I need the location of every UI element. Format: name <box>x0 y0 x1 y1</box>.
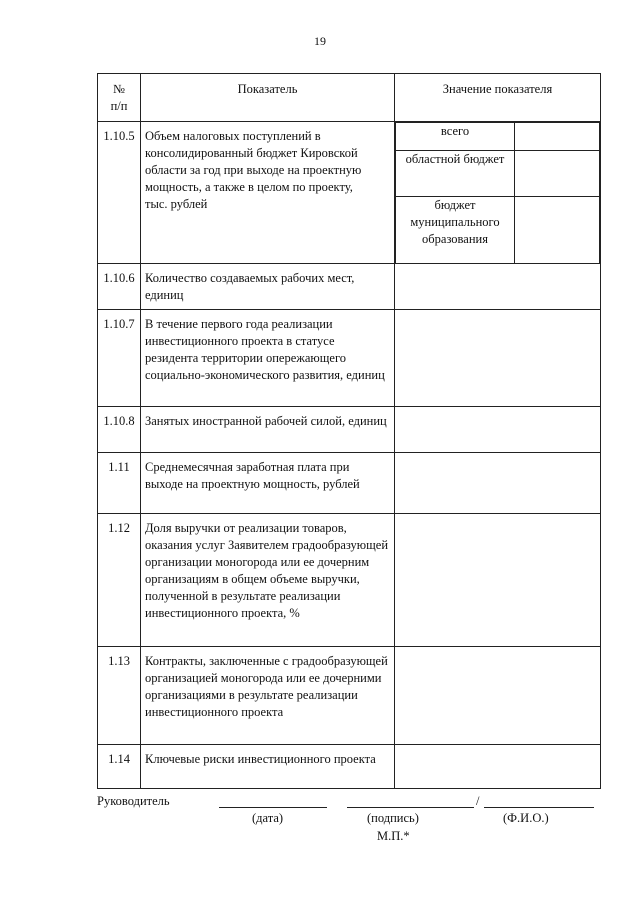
row-value <box>395 452 601 513</box>
row-number: 1.10.6 <box>98 263 141 309</box>
fio-label: (Ф.И.О.) <box>503 811 549 825</box>
header-indicator: Показатель <box>141 74 395 122</box>
row-value <box>395 646 601 744</box>
table-row <box>98 406 601 452</box>
date-label: (дата) <box>252 811 284 825</box>
row-number: 1.11 <box>98 452 141 513</box>
sub-label-total: всего <box>396 123 515 151</box>
row-indicator: Среднемесячная заработная плата при выходе на проектную мощность, рублей <box>141 452 395 513</box>
row-indicator: Объем налоговых поступлений в консолидированный бюджет Кировской области за год при выходе на проектную мощность, а также в целом по проекту, тыс. рублей <box>141 122 395 264</box>
header-number: № п/п <box>98 74 141 122</box>
header-value: Значение показателя <box>395 74 601 122</box>
row-number: 1.10.5 <box>98 122 141 264</box>
row-number: 1.14 <box>98 744 141 788</box>
table-row <box>98 263 601 309</box>
row-indicator: Доля выручки от реализации товаров, оказания услуг Заявителем градообразующей организации моногорода или ее дочерним организациям в общем объеме выручки, полученной в результате реализации инвестиционного проекта, % <box>141 513 395 646</box>
row-indicator: Контракты, заключенные с градообразующей организацией моногорода или ее дочерними организациями в результате реализации инвестиционного проекта <box>141 646 395 744</box>
table-row <box>98 513 601 646</box>
row-value <box>395 744 601 788</box>
tax-breakdown-subtable <box>395 122 600 263</box>
table-row <box>98 309 601 406</box>
row-number: 1.13 <box>98 646 141 744</box>
row-indicator: Ключевые риски инвестиционного проекта <box>141 744 395 788</box>
row-value <box>395 406 601 452</box>
table-row <box>98 646 601 744</box>
indicators-table <box>97 73 601 789</box>
row-indicator: В течение первого года реализации инвестиционного проекта в статусе резидента территории опережающего социально-экономического развития, единиц <box>141 309 395 406</box>
row-number: 1.10.7 <box>98 309 141 406</box>
signature-label: (подпись) <box>367 811 419 825</box>
row-number: 1.10.8 <box>98 406 141 452</box>
row-indicator: Количество создаваемых рабочих мест, единиц <box>141 263 395 309</box>
date-line <box>219 807 327 808</box>
row-number: 1.12 <box>98 513 141 646</box>
row-value <box>395 513 601 646</box>
table-row <box>98 452 601 513</box>
table-row <box>98 122 601 264</box>
signature-line <box>347 807 474 808</box>
fio-line <box>484 807 594 808</box>
table-row <box>98 744 601 788</box>
row-value <box>395 263 601 309</box>
head-label: Руководитель <box>97 794 170 808</box>
page-number: 19 <box>314 34 326 48</box>
table-header-row <box>98 74 601 122</box>
row-value <box>395 122 601 264</box>
row-indicator: Занятых иностранной рабочей силой, единиц <box>141 406 395 452</box>
signature-block <box>97 792 601 852</box>
row-value <box>395 309 601 406</box>
stamp-label: М.П.* <box>377 829 410 843</box>
sub-label-municipal: бюджет муниципального образования <box>396 197 515 263</box>
sub-label-regional: областной бюджет <box>396 151 515 197</box>
sub-value-cell <box>515 123 600 151</box>
sub-value-cell <box>515 197 600 263</box>
slash-separator: / <box>476 794 480 808</box>
sub-value-cell <box>515 151 600 197</box>
